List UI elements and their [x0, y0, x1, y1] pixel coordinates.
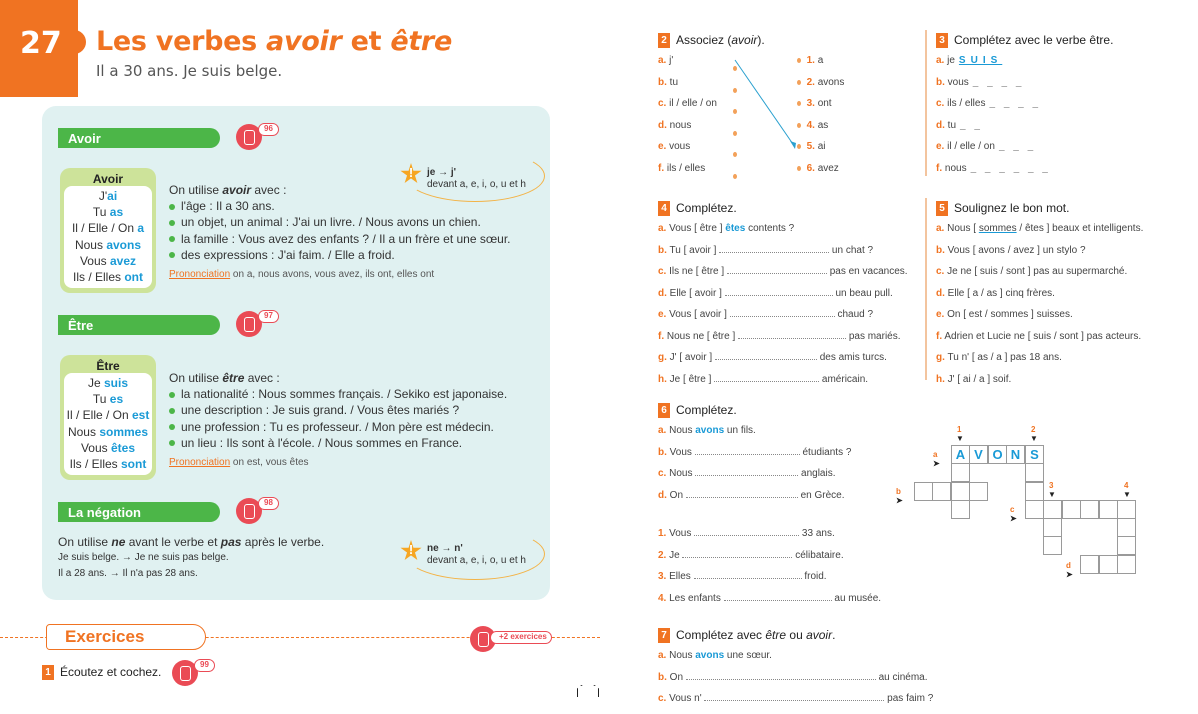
conj-line: Tu es [92, 392, 124, 407]
right-arrow-icon: ➤ [933, 459, 940, 468]
extra-exercises-label[interactable]: +2 exercices [490, 631, 552, 644]
exercise-item[interactable]: b. Tu [ avoir ] un chat ? [658, 244, 874, 256]
match-item[interactable]: a. j' [658, 55, 674, 66]
exercise-4-items [658, 222, 908, 394]
match-item[interactable]: 5. ai [797, 140, 887, 162]
exercise-item[interactable]: c. Nous anglais. [658, 468, 836, 479]
fill-blank[interactable] [694, 570, 802, 579]
crossword-cell[interactable] [1062, 500, 1081, 519]
crossword-cell[interactable] [914, 482, 933, 501]
exercise-3-heading: 3 Complétez avec le verbe être. [936, 33, 1113, 48]
crossword-cell[interactable] [1117, 555, 1136, 574]
fill-blank[interactable] [694, 527, 799, 536]
exercise-item[interactable]: e. il / elle / on _ _ _ [936, 141, 1037, 152]
exercise-item[interactable]: g. J' [ avoir ] des amis turcs. [658, 352, 887, 363]
exercise-item[interactable]: b. On au cinéma. [658, 671, 928, 683]
match-arrow [730, 55, 800, 155]
exercise-item[interactable]: h. J' [ ai / a ] soif. [936, 373, 1012, 385]
pronunciation-etre: Prononciation on est, vous êtes [169, 457, 309, 469]
chapter-tab-notch [74, 30, 86, 54]
column-divider [925, 30, 927, 176]
negation-example-2: Il a 28 ans. → Il n'a pas 28 ans. [58, 568, 198, 580]
crossword-cell[interactable] [951, 463, 970, 482]
fill-blank[interactable] [695, 446, 800, 455]
use-item: des expressions : J'ai faim. / Elle a froid. [169, 247, 511, 263]
exercise-item[interactable]: f. Nous ne [ être ] pas mariés. [658, 330, 901, 342]
exercise-6-heading: 6 Complétez. [658, 403, 737, 418]
exercise-item[interactable]: f. Adrien et Lucie ne [ suis / sont ] pas acteurs. [936, 330, 1142, 342]
fill-blank[interactable] [714, 373, 819, 382]
exercise-item[interactable]: e. On [ est / sommes ] suisses. [936, 309, 1073, 320]
use-item: l'âge : Il a 30 ans. [169, 198, 511, 214]
conj-line: Il / Elle / On est [66, 408, 150, 423]
note-ellipse [405, 150, 545, 202]
match-item[interactable]: 2. avons [797, 76, 887, 98]
exercise-item[interactable]: h. Je [ être ] américain. [658, 373, 869, 385]
match-item[interactable]: d. nous [658, 119, 692, 131]
fill-blank[interactable] [725, 287, 833, 296]
section-bar-negation: La négation [58, 502, 220, 522]
fill-blank[interactable] [686, 489, 798, 498]
note-title: je → j' [427, 167, 457, 178]
column-divider [925, 198, 927, 380]
chapter-title: Les verbes avoir et être [96, 26, 452, 57]
conj-line: Nous avons [74, 237, 142, 252]
exercise-item[interactable]: g. Tu n' [ as / a ] pas 18 ans. [936, 352, 1062, 363]
exercise-6-down [658, 527, 881, 613]
crossword-cell[interactable] [1117, 500, 1136, 519]
uses-intro: On utilise avoir avec : [169, 183, 287, 197]
conj-line: Tu as [92, 205, 124, 220]
note-ellipse [405, 528, 545, 580]
pronunciation-avoir: Prononciation on a, nous avons, vous avez, ils ont, elles ont [169, 269, 435, 281]
exercise-item[interactable]: a. Nous [ sommes / êtes ] beaux et intelligents. [936, 223, 1144, 234]
conj-line: Il / Elle / On a [71, 221, 145, 236]
fill-blank[interactable] [682, 549, 792, 558]
down-arrow-icon: ▼ [1123, 490, 1131, 499]
right-arrow-icon: ➤ [1010, 514, 1017, 523]
exercise-5-heading: 5 Soulignez le bon mot. [936, 201, 1069, 216]
fill-blank[interactable] [704, 692, 884, 701]
exercise-item[interactable]: 1. Vous 33 ans. [658, 528, 835, 539]
use-item: la famille : Vous avez des enfants ? / Il a un frère et une sœur. [169, 231, 511, 247]
crossword-cell[interactable] [932, 482, 951, 501]
match-item[interactable]: 6. avez [797, 162, 887, 184]
conj-line: Ils / Elles ont [72, 270, 143, 285]
crossword-cell[interactable] [1080, 555, 1099, 574]
crossword-cell[interactable] [1117, 536, 1136, 555]
match-item[interactable]: c. il / elle / on [658, 98, 717, 109]
crossword-cell[interactable] [1099, 500, 1118, 519]
exercise-6-across [658, 424, 851, 510]
crossword-cell[interactable] [1025, 463, 1044, 482]
exercise-item[interactable]: 3. Elles froid. [658, 571, 827, 582]
conj-line: Nous sommes [67, 424, 149, 439]
fill-blank[interactable] [738, 330, 846, 339]
match-item[interactable]: 1. a [797, 54, 887, 76]
exercise-item[interactable]: d. tu _ _ [936, 119, 983, 131]
note-title: ne → n' [427, 543, 463, 554]
exercise-item[interactable]: d. Elle [ a / as ] cinq frères. [936, 287, 1055, 299]
crossword-cell[interactable] [951, 500, 970, 519]
crossword-cell[interactable]: V [969, 445, 988, 464]
exercise-7-items [658, 649, 933, 714]
exercise-item[interactable]: d. On en Grèce. [658, 489, 845, 501]
exercise-2-heading: 2 Associez (avoir). [658, 33, 765, 48]
exercises-header: Exercices [46, 624, 206, 650]
fill-blank[interactable] [727, 265, 827, 274]
down-arrow-icon: ▼ [1030, 434, 1038, 443]
negation-rule: On utilise ne avant le verbe et pas après le verbe. Je suis belge. → Je ne suis pas belge. Il a 28 ans. → Il n'a pas 28 ans. [58, 534, 324, 583]
right-arrow-icon: ➤ [896, 496, 903, 505]
exercise-item[interactable]: c. Ils ne [ être ] pas en vacances. [658, 266, 908, 277]
crossword-cell[interactable]: O [988, 445, 1007, 464]
down-arrow-icon: ▼ [956, 434, 964, 443]
use-item: la nationalité : Nous sommes français. / Sekiko est japonaise. [169, 386, 507, 402]
use-item: un lieu : Ils sont à l'école. / Nous sommes en France. [169, 435, 507, 451]
crossword-cell[interactable]: N [1006, 445, 1025, 464]
section-bar-etre: Être [58, 315, 220, 335]
exercise-item: a. Nous avons un fils. [658, 425, 756, 436]
match-item[interactable]: f. ils / elles [658, 162, 706, 174]
crossword-cell[interactable] [1099, 555, 1118, 574]
use-item: un objet, un animal : J'ai un livre. / Nous avons un chien. [169, 214, 511, 230]
exercise-item: a. je SUIS [936, 55, 1003, 66]
crossword-cell[interactable] [969, 482, 988, 501]
conj-line: Vous avez [79, 253, 137, 268]
crossword-cell[interactable] [1043, 536, 1062, 555]
crossword-cell[interactable] [1043, 500, 1062, 519]
exercise-item[interactable]: b. vous _ _ _ _ [936, 76, 1025, 88]
conj-line: Ils / Elles sont [69, 457, 147, 472]
conjugation-table-avoir: Avoir J'ai Tu as Il / Elle / On a Nous avons Vous avez Ils / Elles ont [60, 168, 156, 293]
match-item[interactable]: 3. ont [797, 97, 887, 119]
fill-blank[interactable] [730, 308, 835, 317]
crossword-cell[interactable]: S [1025, 445, 1044, 464]
note-text: devant a, e, i, o, u et h [427, 179, 526, 190]
exercise-7-heading: 7 Complétez avec être ou avoir. [658, 628, 835, 643]
fill-blank[interactable] [686, 671, 876, 680]
exercise-item: a. Nous avons une sœur. [658, 650, 772, 661]
conj-line: Vous êtes [80, 440, 136, 455]
note-text: devant a, e, i, o, u et h [427, 555, 526, 566]
chapter-subtitle: Il a 30 ans. Je suis belge. [96, 62, 283, 80]
conj-line: Je suis [87, 376, 129, 390]
exercise-3-items [936, 54, 1051, 183]
exercise-item[interactable]: b. Vous [ avons / avez ] un stylo ? [936, 244, 1086, 256]
conjugation-table-etre: Être Je suis Tu es Il / Elle / On est Nous sommes Vous êtes Ils / Elles sont [60, 355, 156, 480]
crossword-cell[interactable] [1043, 518, 1062, 537]
exercise-item[interactable]: e. Vous [ avoir ] chaud ? [658, 309, 874, 320]
exercise-1-heading: 1 Écoutez et cochez. [42, 665, 161, 680]
exercise-item[interactable]: b. Vous étudiants ? [658, 446, 852, 458]
uses-intro: On utilise être avec : [169, 371, 280, 385]
exercise-item: a. Vous [ être ] êtes contents ? [658, 223, 795, 234]
crossword-cell[interactable]: A [951, 445, 970, 464]
match-item[interactable]: b. tu [658, 76, 679, 88]
fill-blank[interactable] [695, 467, 798, 476]
crossword-cell[interactable] [951, 482, 970, 501]
crossword-cell[interactable] [1025, 482, 1044, 501]
exercise-item[interactable]: c. ils / elles _ _ _ _ [936, 98, 1042, 109]
down-arrow-icon: ▼ [1048, 490, 1056, 499]
exercise-4-heading: 4 Complétez. [658, 201, 737, 216]
conj-line: J'ai [98, 189, 118, 203]
exercise-item[interactable]: 4. Les enfants au musée. [658, 592, 882, 604]
exercise-item[interactable]: c. Je ne [ suis / sont ] pas au supermarché. [936, 266, 1128, 277]
use-item: une profession : Tu es professeur. / Mon père est médecin. [169, 419, 507, 435]
crossword-cell[interactable] [1025, 500, 1044, 519]
fill-blank[interactable] [719, 244, 829, 253]
right-arrow-icon: ➤ [1066, 570, 1073, 579]
exercise-item[interactable]: 2. Je célibataire. [658, 549, 844, 561]
exercise-item[interactable]: f. nous _ _ _ _ _ _ [936, 162, 1051, 174]
use-item: une description : Je suis grand. / Vous êtes mariés ? [169, 402, 507, 418]
crossword-cell[interactable] [1117, 518, 1136, 537]
etre-uses [169, 370, 507, 468]
fill-blank[interactable] [715, 351, 817, 360]
match-item[interactable]: e. vous [658, 141, 691, 152]
exercise-5-items [936, 222, 1143, 394]
negation-example-1: Je suis belge. → Je ne suis pas belge. [58, 552, 229, 564]
match-item[interactable]: 4. as [797, 119, 887, 141]
chapter-number: 27 [20, 26, 62, 61]
mouse-cursor-icon [577, 685, 599, 697]
fill-blank[interactable] [724, 592, 832, 601]
crossword-cell[interactable] [1080, 500, 1099, 519]
exercise-item[interactable]: d. Elle [ avoir ] un beau pull. [658, 287, 893, 299]
section-bar-avoir: Avoir [58, 128, 220, 148]
exercise-item[interactable]: c. Vous n' pas faim ? [658, 693, 934, 704]
exercise-2-right-column [797, 54, 887, 183]
